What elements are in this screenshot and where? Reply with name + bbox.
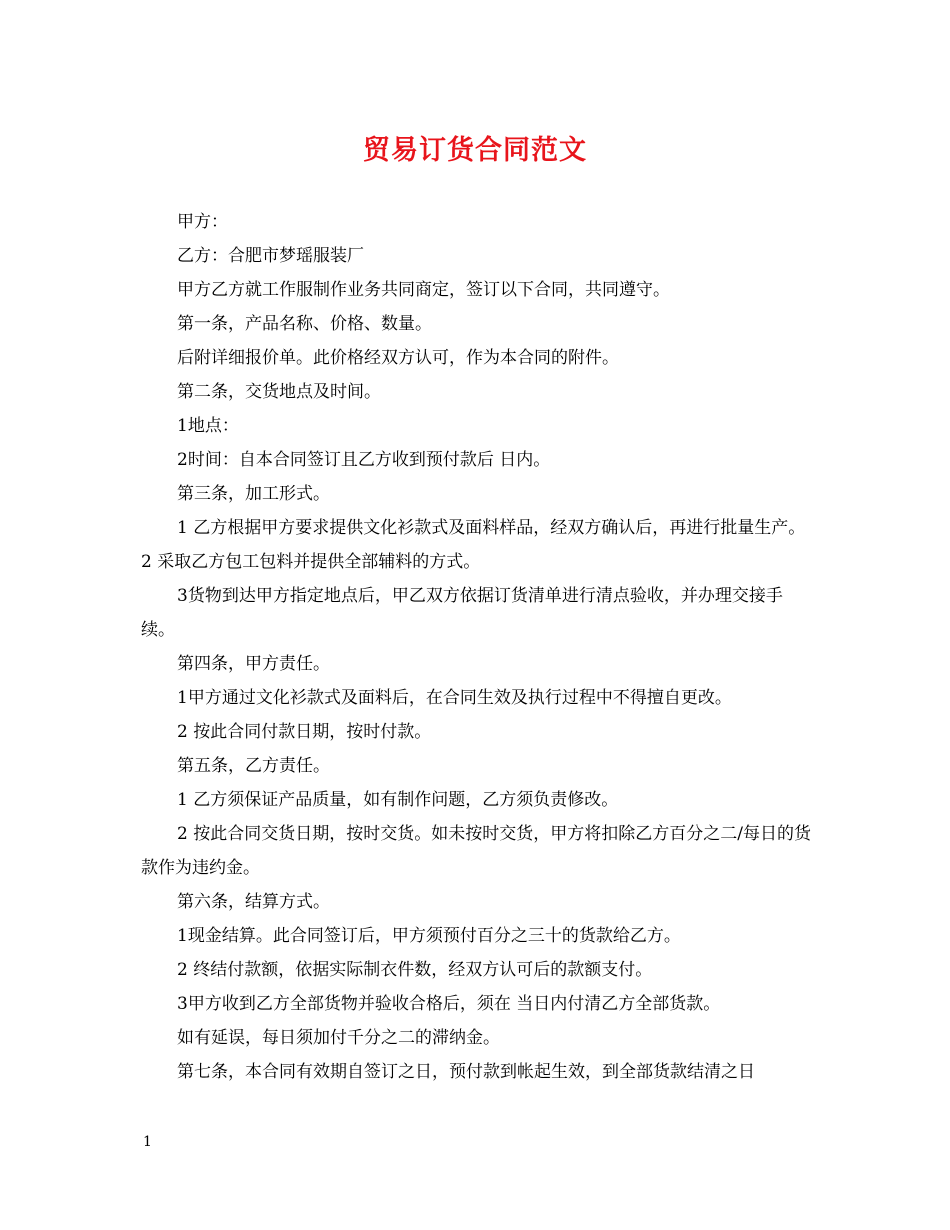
paragraph: 2时间：自本合同签订且乙方收到预付款后 日内。 [177,450,551,470]
document-body [141,205,811,1089]
paragraph: 3甲方收到乙方全部货物并验收合格后，须在 当日内付清乙方全部货款。 [177,994,721,1014]
paragraph: 第五条，乙方责任。 [177,756,330,776]
paragraph: 第三条，加工形式。 [177,484,330,504]
document-title: 贸易订货合同范文 [363,135,587,166]
page-number: 1 [143,1134,152,1150]
paragraph: 第七条，本合同有效期自签订之日，预付款到帐起生效，到全部货款结清之日 [177,1062,755,1082]
paragraph: 1甲方通过文化衫款式及面料后，在合同生效及执行过程中不得擅自更改。 [177,688,732,708]
paragraph: 2 终结付款额，依据实际制衣件数，经双方认可后的款额支付。 [177,960,653,980]
paragraph: 第二条，交货地点及时间。 [177,382,381,402]
paragraph: 甲方： [177,212,228,232]
paragraph: 1现金结算。此合同签订后，甲方须预付百分之三十的货款给乙方。 [177,926,681,946]
paragraph: 后附详细报价单。此价格经双方认可，作为本合同的附件。 [177,348,619,368]
paragraph: 2 按此合同付款日期，按时付款。 [177,722,432,742]
paragraph: 1 乙方须保证产品质量，如有制作问题，乙方须负责修改。 [177,790,619,810]
paragraph: 甲方乙方就工作服制作业务共同商定，签订以下合同，共同遵守。 [177,280,670,300]
paragraph: 如有延误，每日须加付千分之二的滞纳金。 [177,1028,500,1048]
paragraph: 1地点： [177,416,239,436]
paragraph: 3货物到达甲方指定地点后，甲乙双方依据订货清单进行清点验收，并办理交接手续。 [141,586,783,640]
paragraph: 1 乙方根据甲方要求提供文化衫款式及面料样品，经双方确认后，再进行批量生产。 2 采取乙方包工包料并提供全部辅料的方式。 [141,518,806,572]
paragraph: 第一条，产品名称、价格、数量。 [177,314,432,334]
paragraph: 乙方：合肥市梦瑶服装厂 [177,246,364,266]
paragraph: 2 按此合同交货日期，按时交货。如未按时交货，甲方将扣除乙方百分之二/每日的货款作为违约金。 [141,824,811,878]
paragraph: 第六条，结算方式。 [177,892,330,912]
paragraph: 第四条，甲方责任。 [177,654,330,674]
